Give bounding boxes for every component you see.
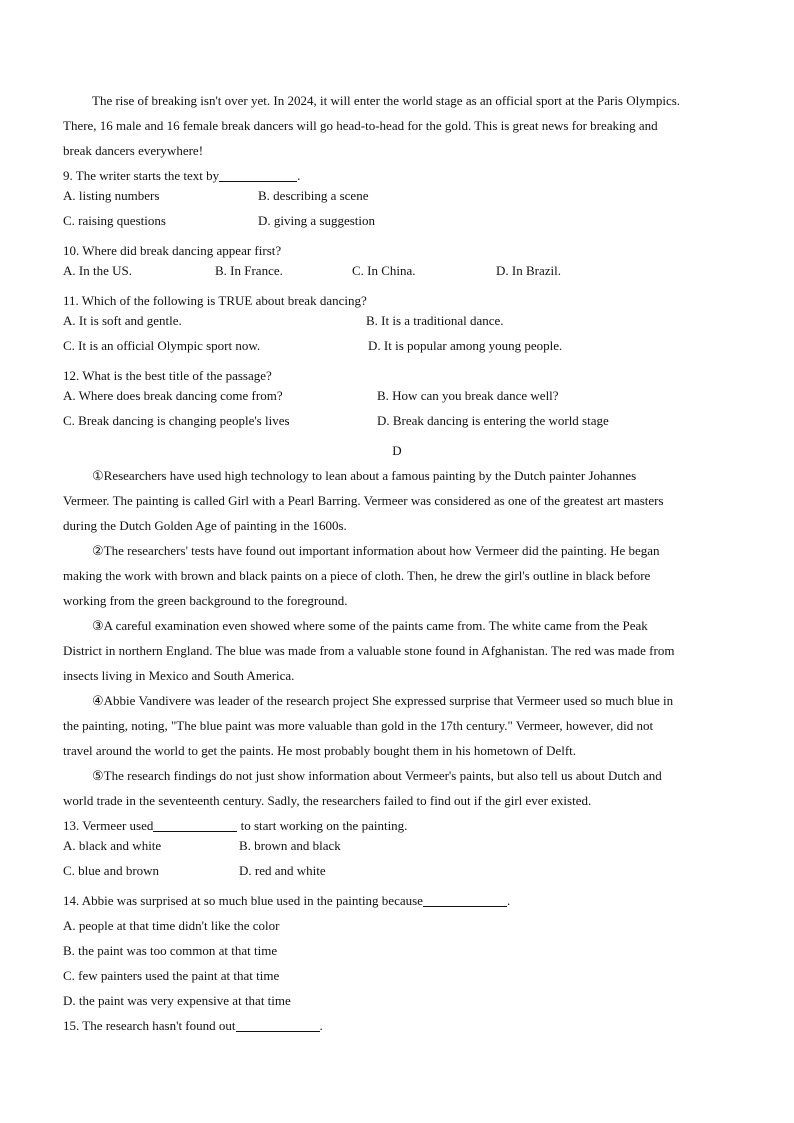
option-a: A. It is soft and gentle.: [63, 313, 182, 328]
option-c: C. raising questions: [63, 213, 166, 228]
option-d: D. Break dancing is entering the world stage: [377, 413, 609, 428]
option-d: D. giving a suggestion: [258, 213, 375, 228]
option-b: B. describing a scene: [258, 188, 369, 203]
question-13-stem: [63, 813, 407, 838]
question-end: .: [319, 1018, 323, 1033]
passage-d-line: ④Abbie Vandivere was leader of the research project She expressed surprise that Vermeer used so much blue in: [92, 693, 674, 708]
option-b: B. In France.: [215, 263, 283, 278]
question-text: 15. The research hasn't found out: [63, 1018, 236, 1033]
option-c: C. few painters used the paint at that time: [63, 968, 280, 983]
option-a: A. listing numbers: [63, 188, 160, 203]
question-text: 13. Vermeer used: [63, 818, 154, 833]
passage-c-line: The rise of breaking isn't over yet. In 2024, it will enter the world stage as an official sport at the Paris Olympics.: [92, 93, 681, 108]
question-12-stem: 12. What is the best title of the passage?: [63, 368, 272, 383]
option-a: A. Where does break dancing come from?: [63, 388, 283, 403]
option-d: D. It is popular among young people.: [368, 338, 563, 353]
option-b: B. It is a traditional dance.: [366, 313, 504, 328]
option-c: C. blue and brown: [63, 863, 160, 878]
passage-d-line: insects living in Mexico and South America.: [63, 668, 295, 683]
passage-d-line: ①Researchers have used high technology to lean about a famous painting by the Dutch painter Johannes: [92, 468, 637, 483]
passage-d-line: ③A careful examination even showed where some of the paints came from. The white came from the Peak: [92, 618, 648, 633]
option-a: A. black and white: [63, 838, 162, 853]
passage-d-line: ②The researchers' tests have found out important information about how Vermeer did the painting. He began: [92, 543, 660, 558]
question-14-stem: [63, 888, 510, 913]
answer-blank[interactable]: [219, 167, 297, 182]
question-end: to start working on the painting.: [240, 818, 408, 833]
section-heading: D: [392, 443, 402, 458]
answer-blank[interactable]: [153, 817, 237, 832]
answer-blank[interactable]: [423, 892, 507, 907]
option-d: D. In Brazil.: [496, 263, 561, 278]
passage-c-line: break dancers everywhere!: [63, 143, 204, 158]
passage-c-line: There, 16 male and 16 female break dancers will go head-to-head for the gold. This is great news for breaking and: [63, 118, 658, 133]
option-c: C. Break dancing is changing people's lives: [63, 413, 290, 428]
passage-d-line: during the Dutch Golden Age of painting in the 1600s.: [63, 518, 347, 533]
question-end: .: [506, 893, 511, 908]
question-11-stem: 11. Which of the following is TRUE about break dancing?: [63, 293, 367, 308]
option-d: D. red and white: [239, 863, 326, 878]
passage-d-line: District in northern England. The blue was made from a valuable stone found in Afghanistan. The red was made from: [63, 643, 675, 658]
passage-d-line: world trade in the seventeenth century. Sadly, the researchers failed to find out if the girl ever existed.: [63, 793, 592, 808]
passage-d-line: the painting, noting, "The blue paint was more valuable than gold in the 17th century." Vermeer, however, did not: [63, 718, 654, 733]
passage-d-line: ⑤The research findings do not just show information about Vermeer's paints, but also tell us about Dutch and: [92, 768, 662, 783]
option-c: C. In China.: [352, 263, 416, 278]
question-end: .: [297, 168, 301, 183]
question-9-stem: [63, 163, 300, 188]
option-a: A. In the US.: [63, 263, 132, 278]
option-d: D. the paint was very expensive at that time: [63, 993, 291, 1008]
question-text: 14. Abbie was surprised at so much blue used in the painting because: [63, 893, 423, 908]
question-15-stem: [63, 1013, 323, 1038]
passage-d-line: Vermeer. The painting is called Girl with a Pearl Barring. Vermeer was considered as one of the greatest art masters: [63, 493, 664, 508]
question-text: 9. The writer starts the text by: [63, 168, 220, 183]
option-c: C. It is an official Olympic sport now.: [63, 338, 261, 353]
option-b: B. the paint was too common at that time: [63, 943, 278, 958]
question-10-stem: 10. Where did break dancing appear first?: [63, 243, 282, 258]
passage-d-line: working from the green background to the foreground.: [63, 593, 348, 608]
answer-blank[interactable]: [236, 1017, 320, 1032]
option-b: B. brown and black: [239, 838, 341, 853]
option-a: A. people at that time didn't like the color: [63, 918, 280, 933]
option-b: B. How can you break dance well?: [377, 388, 559, 403]
passage-d-line: making the work with brown and black paints on a piece of cloth. Then, he drew the girl's outline in black before: [63, 568, 651, 583]
passage-d-line: travel around the world to get the paints. He most probably bought them in his hometown of Delft.: [63, 743, 577, 758]
